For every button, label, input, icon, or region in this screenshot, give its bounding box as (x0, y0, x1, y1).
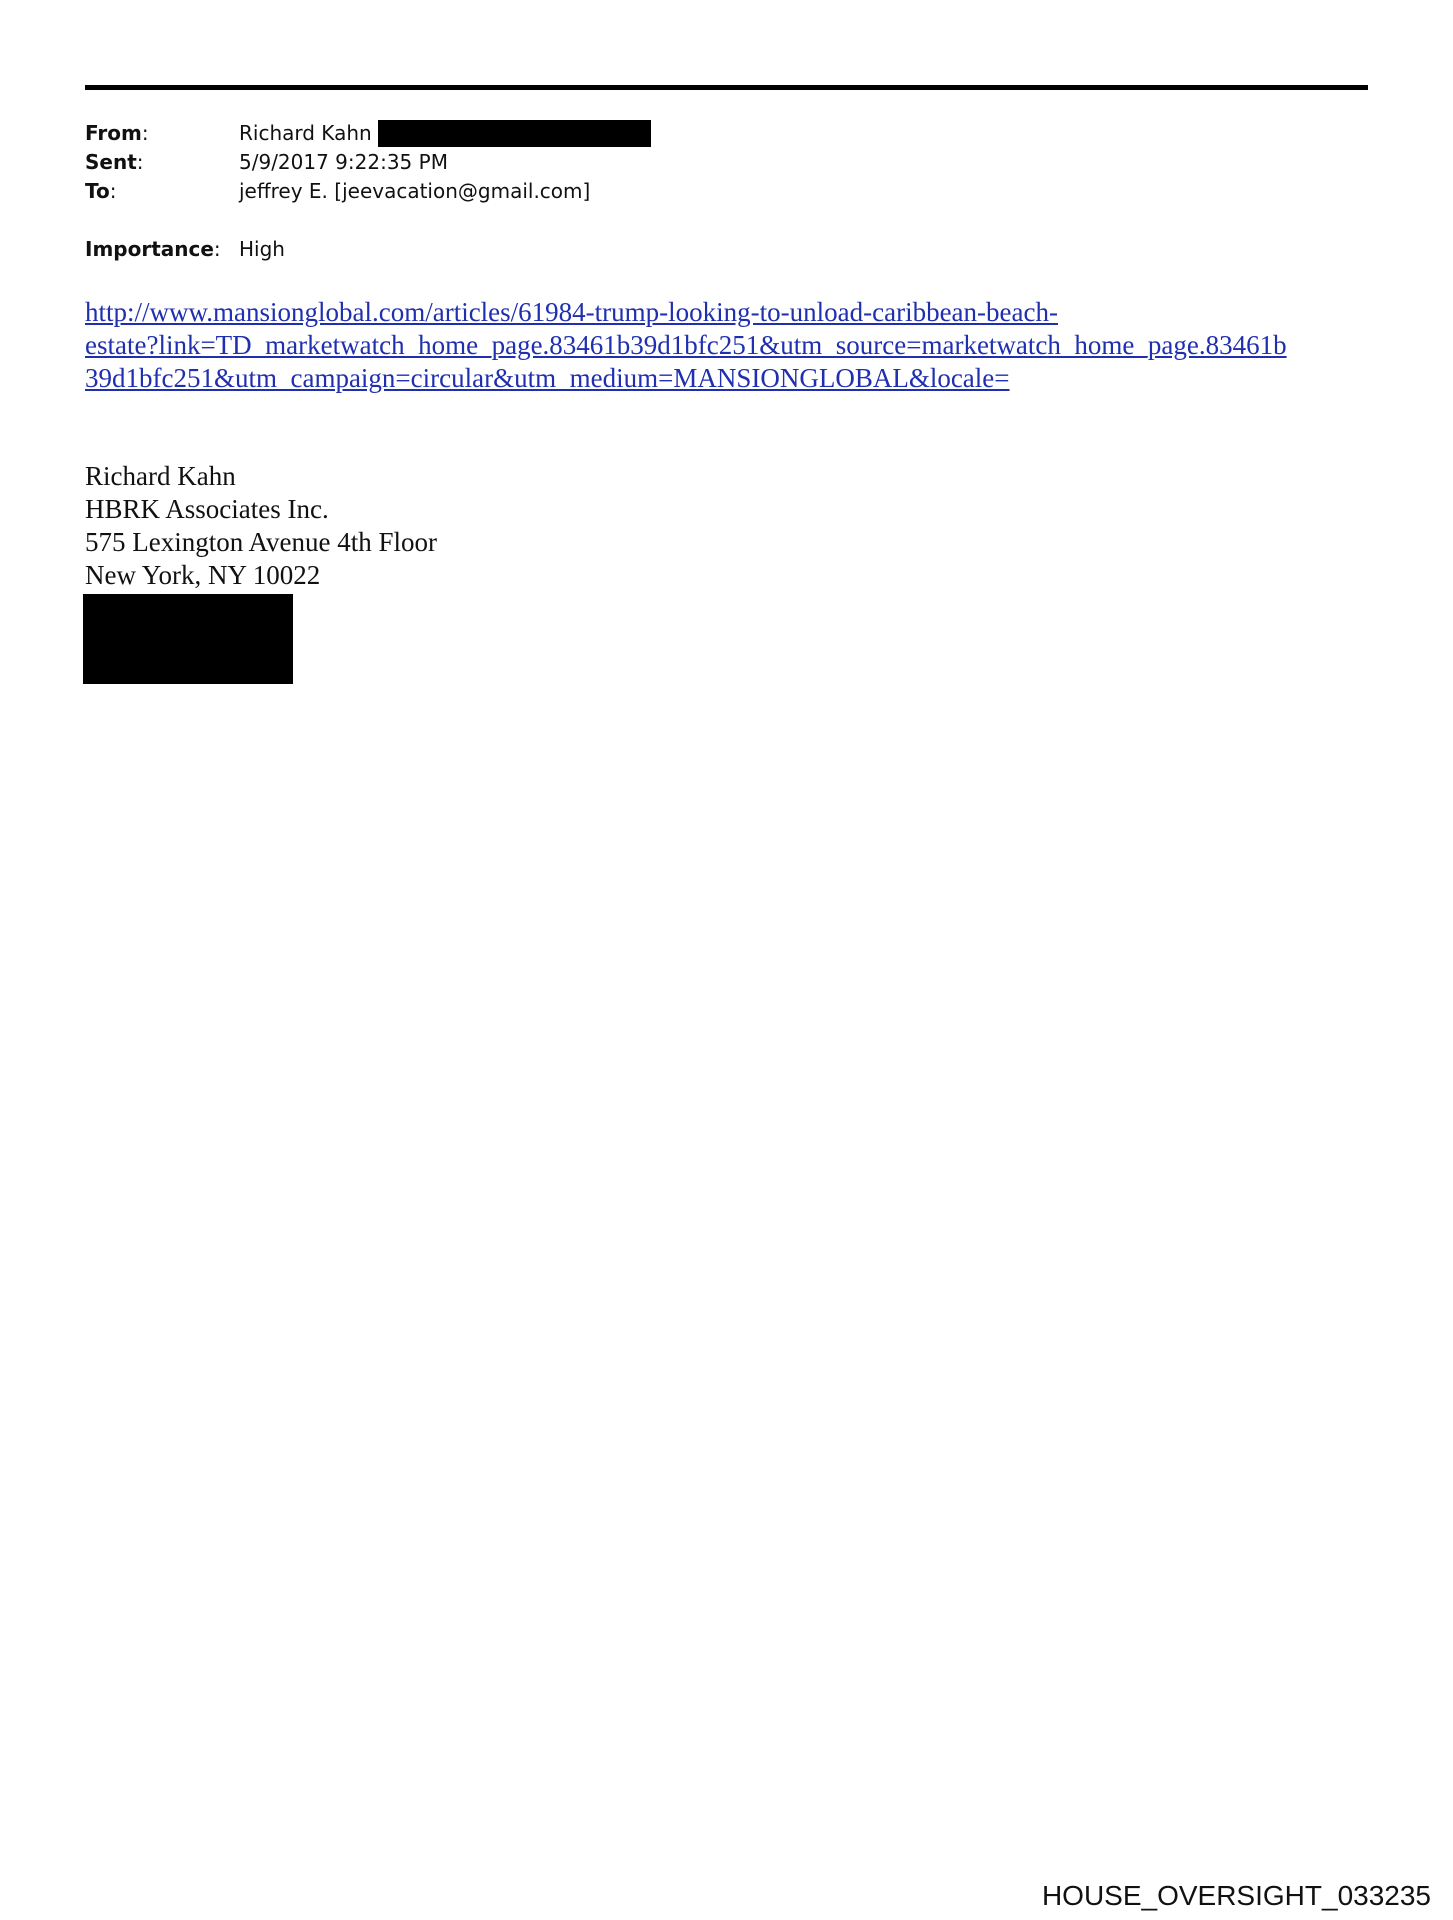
header-divider (85, 85, 1368, 90)
email-signature (85, 460, 437, 592)
sent-label: Sent: (85, 150, 144, 174)
bates-number: HOUSE_OVERSIGHT_033235 (1041, 1880, 1431, 1911)
sent-row (85, 148, 1285, 177)
article-link-line-3[interactable]: 39d1bfc251&utm_campaign=circular&utm_medium=MANSIONGLOBAL&locale= (85, 363, 1010, 393)
signature-redaction-box (83, 594, 293, 684)
to-label: To: (85, 179, 117, 203)
to-row (85, 177, 1285, 206)
signature-name: Richard Kahn (85, 461, 236, 491)
from-row (85, 119, 1285, 148)
article-link-line-1[interactable]: http://www.mansionglobal.com/articles/61984-trump-looking-to-unload-caribbean-beach- (85, 297, 1058, 327)
to-value: jeffrey E. [jeevacation@gmail.com] (239, 179, 591, 203)
signature-company: HBRK Associates Inc. (85, 494, 329, 524)
article-link-line-2[interactable]: estate?link=TD_marketwatch_home_page.83461b39d1bfc251&utm_source=marketwatch_home_page.83461b (85, 330, 1287, 360)
importance-value: High (239, 237, 285, 261)
from-value (239, 119, 651, 148)
importance-row (85, 235, 1285, 264)
signature-address-line-2: New York, NY 10022 (85, 560, 321, 590)
sent-value: 5/9/2017 9:22:35 PM (239, 150, 448, 174)
email-header (85, 119, 1285, 264)
article-link[interactable] (85, 296, 1375, 395)
from-label: From: (85, 121, 149, 145)
importance-label: Importance: (85, 237, 221, 261)
redaction-box (378, 120, 651, 147)
from-name: Richard Kahn (239, 121, 372, 145)
signature-address-line-1: 575 Lexington Avenue 4th Floor (85, 527, 437, 557)
